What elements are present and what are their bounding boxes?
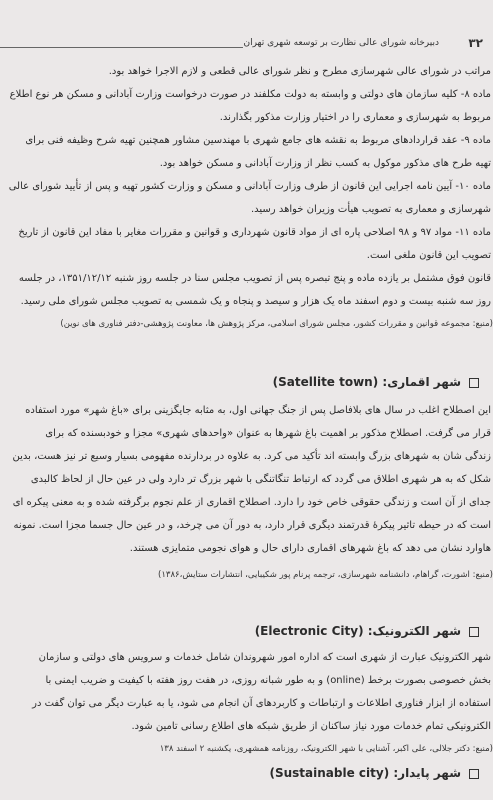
square-bullet-icon [469, 769, 479, 779]
text-line: ماده ۹- عقد قراردادهای مربوط به نقشه های جامع شهری با مهندسین مشاور همچنین تهیه شرح وظیفه فنی برای [25, 135, 491, 146]
heading-text: شهر پایدار: (Sustainable city) [269, 766, 461, 780]
text-line: ماده ۱۰- آیین نامه اجرایی این قانون از طرف وزارت آبادانی و مسکن و وزارت کشور تهیه و پس از تأیید شورای عالی [8, 181, 491, 192]
text-line: زندگی شان به شهرهای بزرگ وابسته اند تأکید می کرد. به علاوه در بردارنده مفهومی بسیار وسیع تر نیز هست، بدین [12, 451, 491, 462]
entry-heading-electronic-city [0, 618, 493, 644]
satellite-town-text [0, 399, 493, 560]
square-bullet-icon [469, 378, 479, 388]
square-bullet-icon [469, 627, 479, 637]
source-citation: (منبع: مجموعه قوانین و مقررات کشور، مجلس شورای اسلامی، مرکز پژوهش ها، معاونت پژوهشی-دفتر فناوری های نوین) [60, 319, 493, 329]
text-line: ماده ۸- کلیه سازمان های دولتی و وابسته به دولت مکلفند در صورت درخواست وزارت آبادانی و مسکن هر نوع اطلاع [9, 89, 491, 100]
electronic-city-text [0, 646, 493, 738]
heading-text: شهر الکترونیک: (Electronic City) [254, 624, 461, 638]
text-line: الکترونیکی تمام خدمات مورد نیاز ساکنان از طریق شبکه های اطلاع رسانی تامین شود. [131, 721, 491, 732]
text-line: مربوط به شهرسازی و معماری را در اختیار وزارت مذکور بگذارند. [219, 112, 491, 123]
source-citation: (منبع: دکتر جلالی، علی اکبر، آشنایی با شهر الکترونیک، روزنامه همشهری، یکشنبه ۲ اسفند ۱۳۸ [159, 744, 493, 754]
page-body [0, 60, 493, 786]
text-line: مراتب در شورای عالی شهرسازی مطرح و نظر شورای عالی قطعی و لازم الاجرا خواهد بود. [108, 66, 491, 77]
text-line: قانون فوق مشتمل بر یازده ماده و پنج تبصره پس از تصویب مجلس سنا در جلسه روز شنبه ۱۳۵۱/۱۲/۱۲، در جلسه [18, 273, 491, 284]
text-line: این اصطلاح اغلب در سال های بلافاصل پس از جنگ جهانی اول، به مثابه جایگزینی برای «باغ شهر» مورد استفاده [25, 405, 491, 416]
text-line: تهیه طرح های مذکور موکول به کسب نظر از وزارت آبادانی و مسکن خواهد بود. [159, 158, 491, 169]
text-line: هاوارد نشان می دهد که باغ شهرهای اقماری دارای حال و هوای نجومی متمایزی هستند. [129, 543, 491, 554]
text-line: روز سه شنبه بیست و دوم اسفند ماه یک هزار و سیصد و پنجاه و یک شمسی به تصویب مجلس شورای ملی رسید. [20, 296, 491, 307]
law-articles-text [0, 60, 493, 313]
source-citation: (منبع: اشورت، گراهام، دانشنامه شهرسازی، ترجمه پرنام پور شکیبایی، انتشارات ستایش،۱۳۸۶) [157, 570, 493, 580]
text-line: بخش خصوصی بصورت برخط (online) و به طور شبانه روزی، در هفت روز هفته با کیفیت و ضریب ایمنی با [45, 675, 491, 686]
page-header [0, 38, 493, 52]
text-line: شهر الکترونیک عبارت از شهری است که اداره امور شهروندان شامل خدمات و سرویس های دولتی و سازمان [38, 652, 491, 663]
text-line: استفاده از ابزار فناوری اطلاعات و ارتباطات و کاربردهای آن انجام می شود، یا به عبارت دیگر می توان گفت در [32, 698, 491, 709]
text-line: قرار می گرفت. اصطلاح مذکور بر اهمیت باغ شهرها به عنوان «واحدهای شهری» مجزا و خودبسنده که برای [45, 428, 491, 439]
heading-text: شهر اقماری: (Satellite town) [272, 375, 461, 389]
entry-heading-satellite-town [0, 369, 493, 395]
text-line: تصویب این قانون ملغی است. [366, 250, 491, 261]
text-line: است که در حیطه تاثیر پیکرهٔ قدرتمند دیگری قرار دارد، به دور آن می چرخد، و در عین حال جسما مجزا است. نمونه [13, 520, 491, 531]
page-number: ۳۲ [468, 36, 483, 50]
text-line: جدای از آن است و زندگی حقوقی خاص خود را دارد. اصطلاح اقماری از علم نجوم برگرفته شده و به معنی پیکره ای [12, 497, 491, 508]
text-line: شکل که به هر شهری اطلاق می گردد که ارتباط تنگاتنگی با شهر بزرگ تر دارد ولی در عین حال از لحاظ کالبدی [30, 474, 491, 485]
entry-heading-sustainable-city [0, 760, 493, 786]
header-rule [0, 47, 243, 48]
text-line: شهرسازی و معماری به تصویب هیأت وزیران خواهد رسید. [250, 204, 491, 215]
running-title: دبیرخانه شورای عالی نظارت بر توسعه شهری تهران [243, 38, 439, 48]
text-line: ماده ۱۱- مواد ۹۷ و ۹۸ اصلاحی پاره ای از مواد قانون شهرداری و قوانین و مقررات مغایر با مفاد این قانون از تاریخ [18, 227, 491, 238]
